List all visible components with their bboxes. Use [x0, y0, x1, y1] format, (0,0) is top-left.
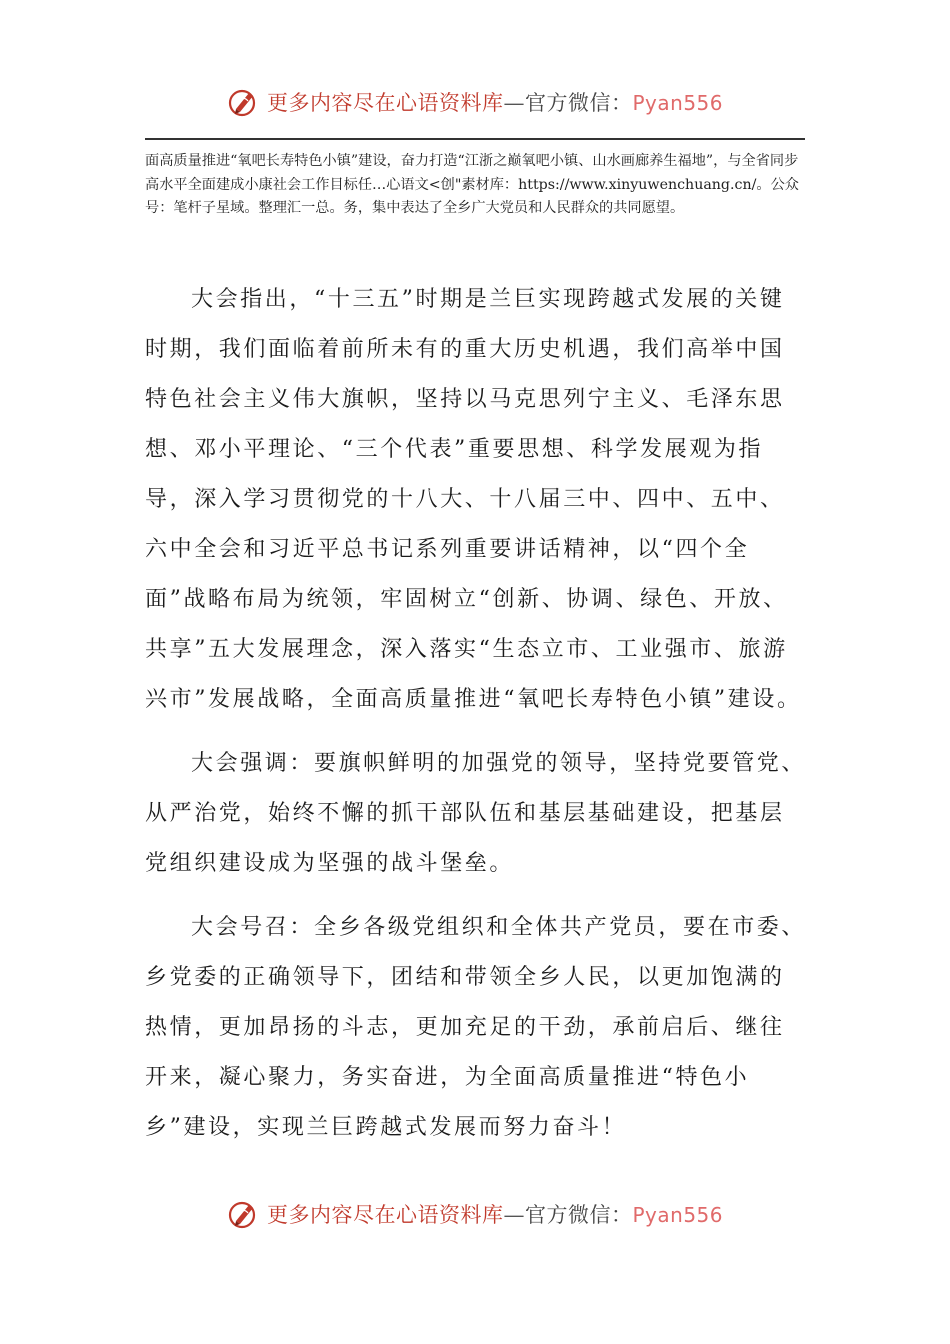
banner-wechat-label: 官方微信：	[524, 91, 633, 115]
banner-wechat-id: Pyan556	[632, 91, 723, 115]
banner-text	[267, 1199, 723, 1229]
banner-brand: 更多内容尽在心语资料库	[266, 91, 504, 115]
banner-brand: 更多内容尽在心语资料库	[266, 1203, 504, 1227]
banner-dash: —	[503, 91, 525, 115]
paragraph-1: 大会指出，“十三五”时期是兰巨实现跨越式发展的关键时期，我们面临着前所未有的重大历史机遇，我们高举中国特色社会主义伟大旗帜，坚持以马克思列宁主义、毛泽东思想、邓小平理论、“三个代表”重要思想、科学发展观为指导，深入学习贯彻党的十八大、十八届三中、四中、五中、六中全会和习近平总书记系列重要讲话精神，以“四个全面”战略布局为统领，牢固树立“创新、协调、绿色、开放、共享”五大发展理念，深入落实“生态立市、工业强市、旅游兴市”发展战略，全面高质量推进“氧吧长寿特色小镇”建设。	[145, 287, 802, 712]
banner-wechat-label: 官方微信：	[524, 1203, 633, 1227]
pen-logo-icon	[227, 1197, 261, 1231]
paragraph-3: 大会号召：全乡各级党组织和全体共产党员，要在市委、乡党委的正确领导下，团结和带领全乡人民，以更加饱满的热情，更加昂扬的斗志，更加充足的干劲，承前启后、继往开来，凝心聚力，务实奋进，为全面高质量推进“特色小乡”建设，实现兰巨跨越式发展而努力奋斗！	[145, 915, 807, 1140]
banner-text	[267, 87, 723, 117]
bottom-banner	[0, 1194, 950, 1234]
document-body	[145, 275, 807, 1167]
header-rule	[145, 138, 805, 140]
header-note: 面高质量推进“氧吧长寿特色小镇”建设，奋力打造“江浙之巅氧吧小镇、山水画廊养生福地”，与全省同步高水平全面建成小康社会工作目标任…心语文<创"素材库：https://www.xinyuwenchuang.cn/。公众号：笔杆子星域。整理汇一总。务，集中表达了全乡广大党员和人民群众的共同愿望。	[145, 153, 799, 216]
banner-dash: —	[503, 1203, 525, 1227]
top-banner	[0, 82, 950, 122]
pen-logo-icon	[227, 85, 261, 119]
banner-wechat-id: Pyan556	[632, 1203, 723, 1227]
paragraph-2: 大会强调：要旗帜鲜明的加强党的领导，坚持党要管党、从严治党，始终不懈的抓干部队伍和基层基础建设，把基层党组织建设成为坚强的战斗堡垒。	[145, 751, 807, 876]
